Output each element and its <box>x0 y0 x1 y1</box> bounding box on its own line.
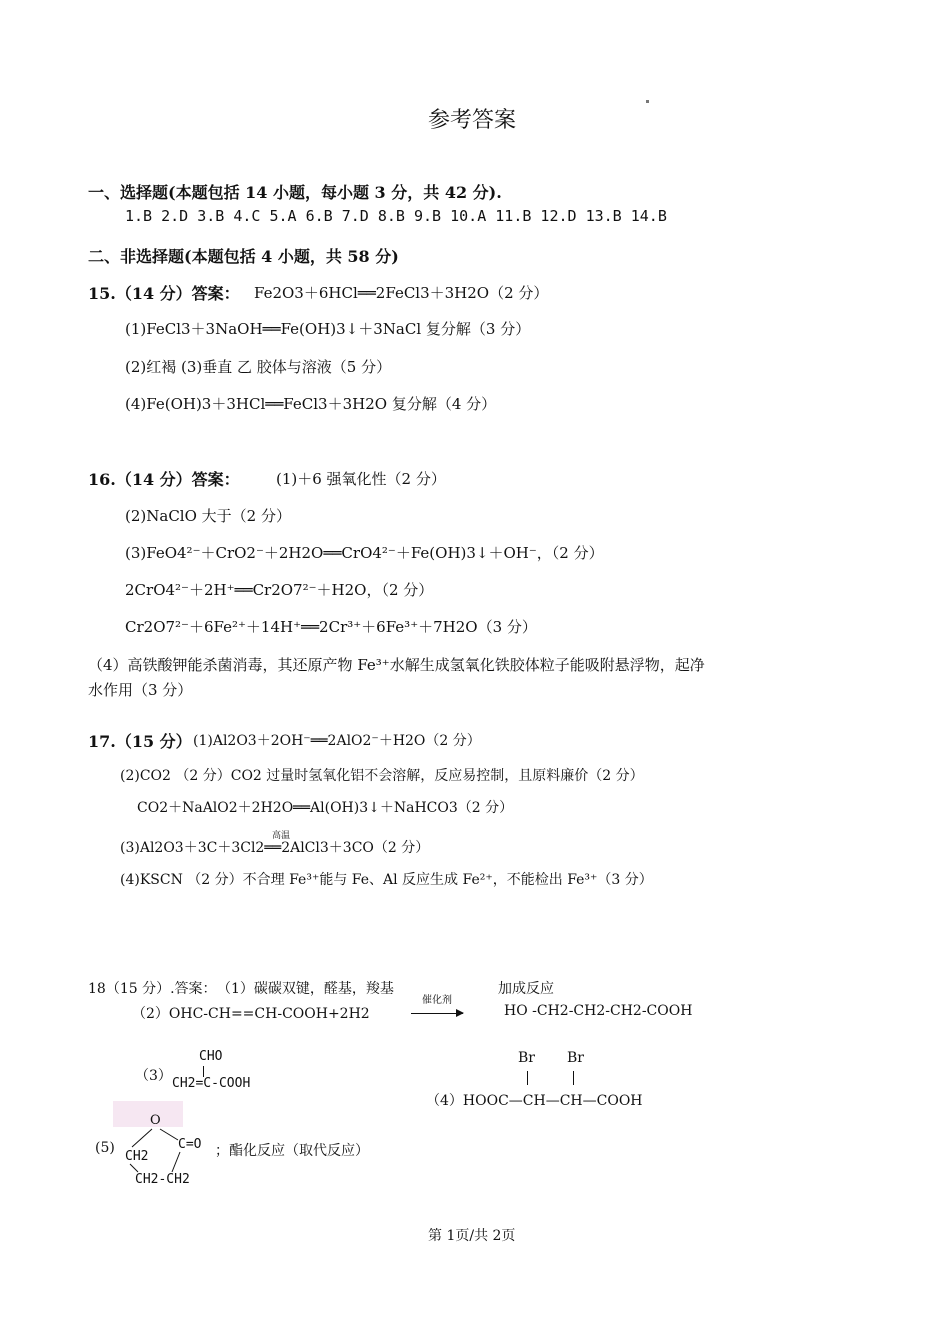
q18-line1b: 加成反应 <box>498 981 554 997</box>
q16-line2: (3)FeO4²⁻＋CrO2⁻＋2H2O══CrO4²⁻＋Fe(OH)3↓＋OH⁻，（2 分） <box>125 544 604 562</box>
q16-line0: (1)＋6 强氧化性（2 分） <box>276 470 446 488</box>
struct5-ch2ch2: CH2-CH2 <box>135 1172 190 1187</box>
q16-line5a: （4）高铁酸钾能杀菌消毒，其还原产物 Fe³⁺水解生成氢氧化铁胶体粒子能吸附悬浮物，起净 <box>88 656 705 674</box>
struct4-br2: Br <box>567 1050 584 1066</box>
page-title: 参考答案 <box>428 108 517 133</box>
q18-line5: ；酯化反应（取代反应） <box>215 1143 369 1159</box>
q17-line3: (3)Al2O3＋3C＋3Cl2══2AlCl3＋3CO（2 分） <box>120 840 430 856</box>
struct4-br1: Br <box>518 1050 535 1066</box>
ring-bonds <box>120 1120 200 1180</box>
q18-catalyst: 催化剂 <box>422 995 452 1006</box>
q17-line0: (1)Al2O3＋2OH⁻══2AlO2⁻＋H2O（2 分） <box>193 733 481 749</box>
scan-mark <box>646 100 649 103</box>
q16-line1: (2)NaClO 大于（2 分） <box>125 507 291 525</box>
section1-answers: 1.B 2.D 3.B 4.C 5.A 6.B 7.D 8.B 9.B 10.A 11.B 12.D 13.B 14.B <box>125 207 667 225</box>
q18-line4: （4）HOOC—CH—CH—COOH <box>426 1093 643 1109</box>
q18-line2b: HO -CH2-CH2-CH2-COOH <box>504 1003 693 1019</box>
struct4-bond2 <box>573 1071 574 1085</box>
struct5-ch2: CH2 <box>125 1149 149 1164</box>
q18-line1: （1）碳碳双键，醛基，羧基 <box>217 981 394 997</box>
q15-equation: Fe2O3＋6HCl══2FeCl3＋3H2O（2 分） <box>254 284 549 302</box>
section2-header: 二、非选择题(本题包括 4 小题，共 58 分) <box>88 247 399 266</box>
section1-header: 一、选择题(本题包括 14 小题，每小题 3 分，共 42 分). <box>88 183 502 202</box>
q17-head: 17.（15 分） <box>88 732 192 751</box>
struct5-o: O <box>150 1113 161 1128</box>
q15-line1: (1)FeCl3＋3NaOH══Fe(OH)3↓＋3NaCl 复分解（3 分） <box>125 320 531 338</box>
q18-item3-label: （3） <box>135 1068 172 1084</box>
q15-line2: (2)红褐 (3)垂直 乙 胶体与溶液（5 分） <box>125 358 392 376</box>
q15-head: 15.（14 分）答案： <box>88 284 240 303</box>
reaction-arrow <box>411 1013 463 1014</box>
q17-line4: (4)KSCN （2 分）不合理 Fe³⁺能与 Fe、Al 反应生成 Fe²⁺，不能检出 Fe³⁺（3 分） <box>120 872 653 888</box>
q17-condition: 高温 <box>272 831 291 841</box>
q18-head: 18（15 分）.答案： <box>88 981 217 997</box>
q17-line2: CO2＋NaAlO2＋2H2O══Al(OH)3↓＋NaHCO3（2 分） <box>137 800 514 816</box>
q18-item5-label: (5) <box>95 1140 115 1156</box>
q16-line3: 2CrO4²⁻＋2H⁺══Cr2O7²⁻＋H2O，（2 分） <box>125 581 434 599</box>
struct4-bond1 <box>527 1071 528 1085</box>
q16-line4: Cr2O7²⁻＋6Fe²⁺＋14H⁺══2Cr³⁺＋6Fe³⁺＋7H2O（3 分） <box>125 618 537 636</box>
page-footer: 第 1页/共 2页 <box>428 1228 516 1244</box>
q17-line1: (2)CO2 （2 分）CO2 过量时氢氧化铝不会溶解，反应易控制，且原料廉价（2 分） <box>120 768 644 784</box>
struct3-main: CH2=C-COOH <box>172 1076 251 1091</box>
struct5-co: C=O <box>178 1137 202 1152</box>
q18-line2: （2）OHC-CH==CH-COOH+2H2 <box>132 1006 370 1022</box>
struct3-cho: CHO <box>199 1049 223 1064</box>
q15-line3: (4)Fe(OH)3＋3HCl══FeCl3＋3H2O 复分解（4 分） <box>125 395 497 413</box>
q16-head: 16.（14 分）答案： <box>88 470 240 489</box>
q16-line5b: 水作用（3 分） <box>88 681 193 699</box>
